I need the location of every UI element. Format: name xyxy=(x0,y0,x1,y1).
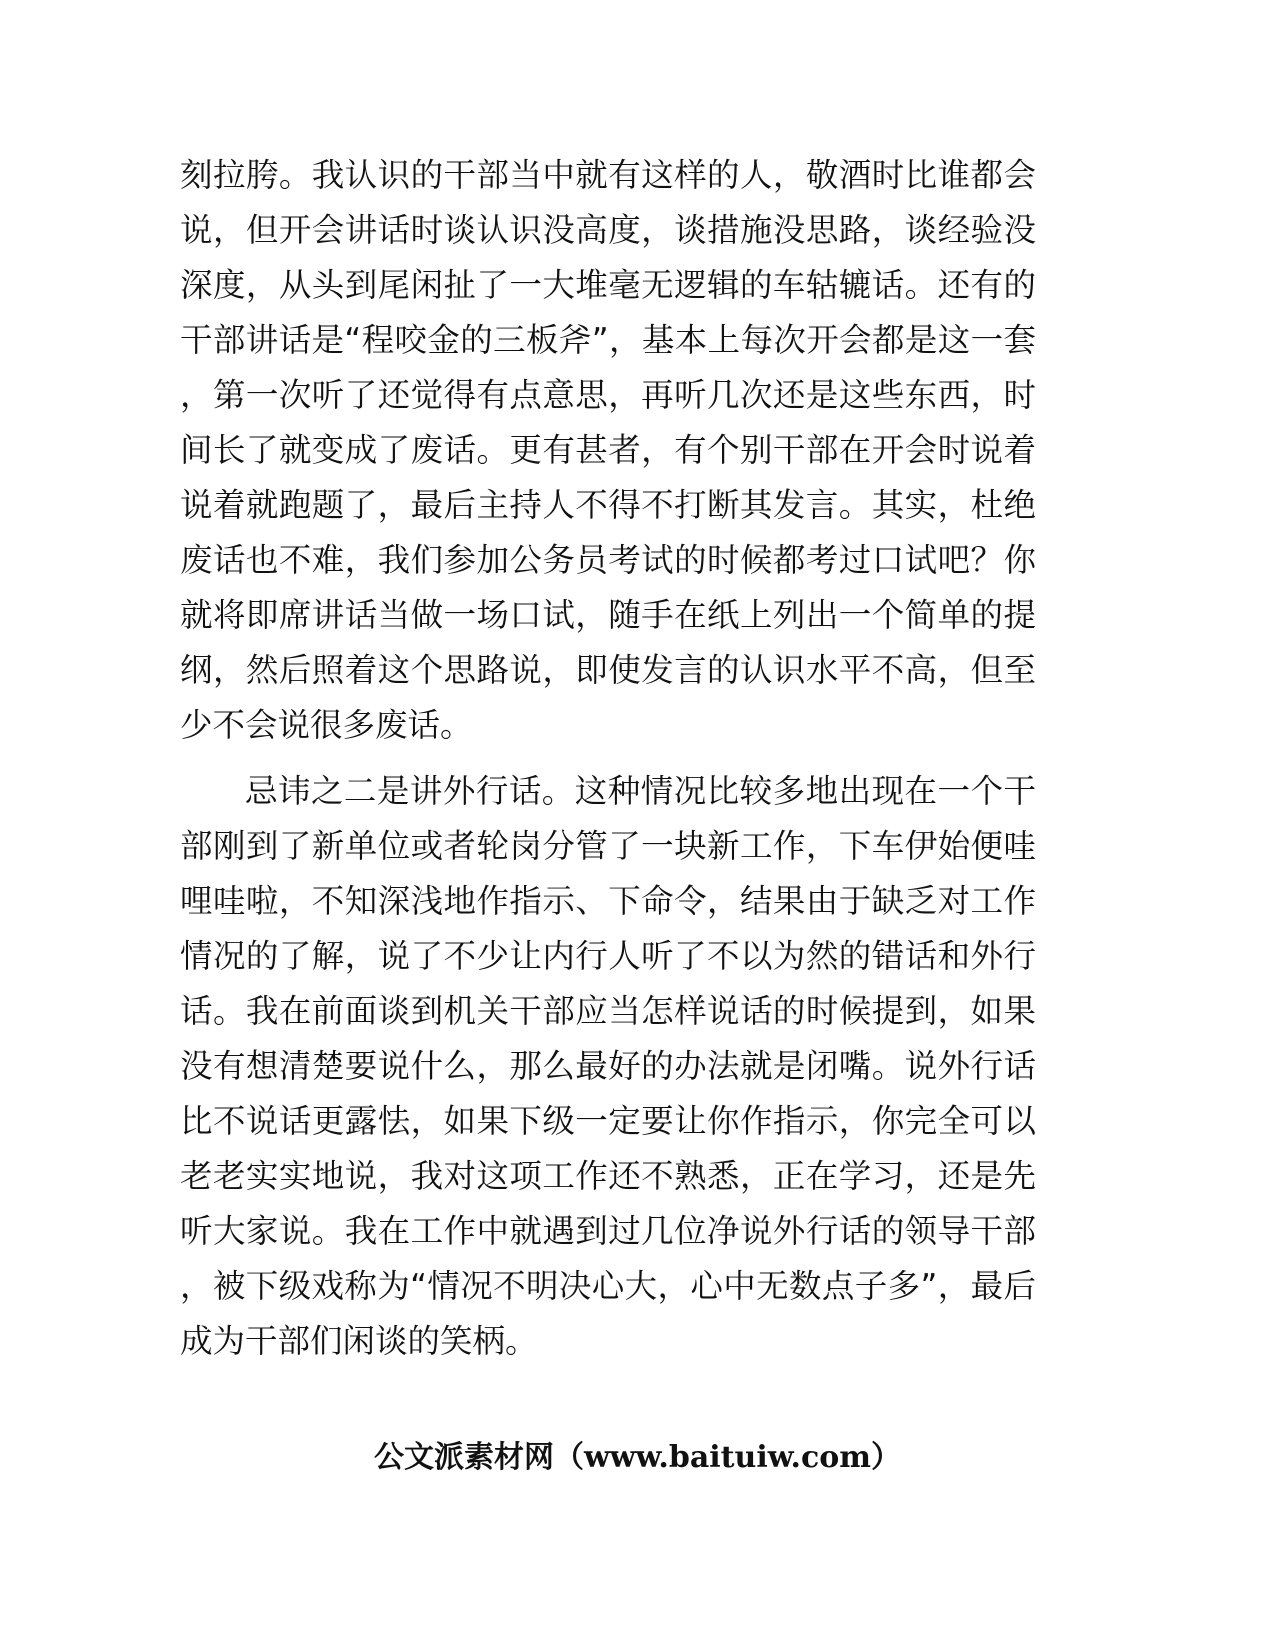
footer-watermark-text: 公文派素材网（www.baituiw.com） xyxy=(373,1440,902,1475)
body-paragraph-1: 刻拉胯。我认识的干部当中就有这样的人，敬酒时比谁都会说，但开会讲话时谈认识没高度，谈措施没思路，谈经验没深度，从头到尾闲扯了一大堆毫无逻辑的车轱辘话。还有的干部讲话是“程咬金的三板斧”，基本上每次开会都是这一套，第一次听了还觉得有点意思，再听几次还是这些东西，时间长了就变成了废话。更有甚者，有个别干部在开会时说着说着就跑题了，最后主持人不得不打断其发言。其实，杜绝废话也不难，我们参加公务员考试的时候都考过口试吧？你就将即席讲话当做一场口试，随手在纸上列出一个简单的提纲，然后照着这个思路说，即使发言的认识水平不高，但至少不会说很多废话。 xyxy=(180,156,1036,744)
body-paragraph-2: 忌讳之二是讲外行话。这种情况比较多地出现在一个干部刚到了新单位或者轮岗分管了一块新工作，下车伊始便哇哩哇啦，不知深浅地作指示、下命令，结果由于缺乏对工作情况的了解，说了不少让内行人听了不以为然的错话和外行话。我在前面谈到机关干部应当怎样说话的时候提到，如果没有想清楚要说什么，那么最好的办法就是闭嘴。说外行话比不说话更露怯，如果下级一定要让你作指示，你完全可以老老实实地说，我对这项工作还不熟悉，正在学习，还是先听大家说。我在工作中就遇到过几位净说外行话的领导干部，被下级戏称为“情况不明决心大，心中无数点子多”，最后成为干部们闲谈的笑柄。 xyxy=(180,772,1036,1360)
document-body xyxy=(180,148,1036,1369)
